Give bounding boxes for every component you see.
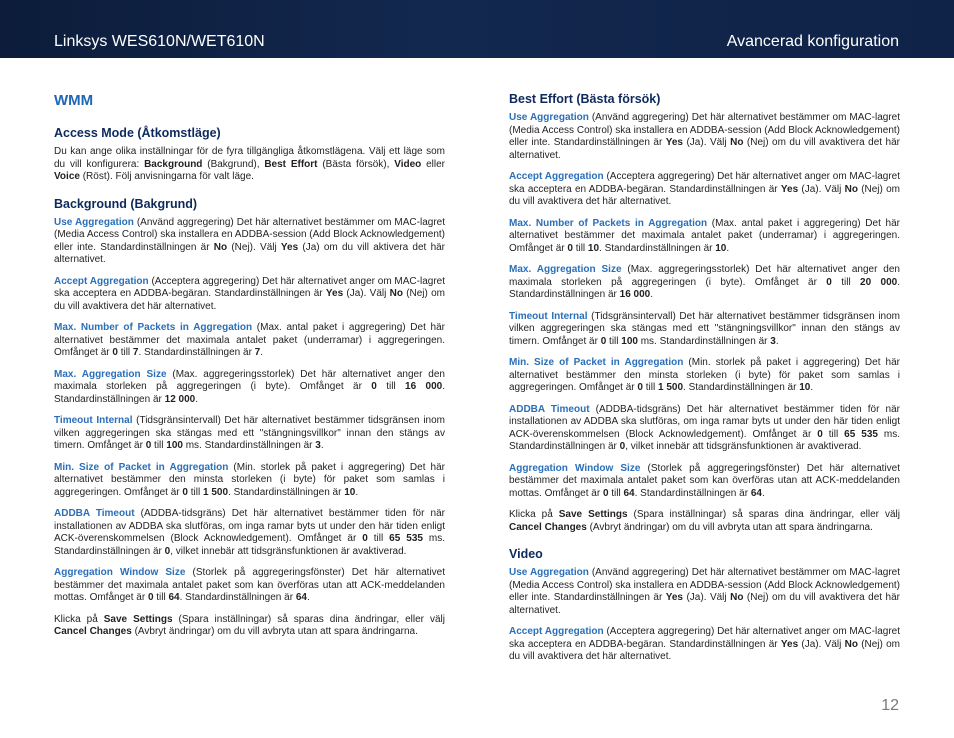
video-accept-aggregation: Accept Aggregation (Acceptera aggregering) Det här alternativet anger om MAC-lagret ska acceptera en ADDBA-begäran. Standardinställningen är Yes (Ja). Välj No (Nej) om du vill avaktivera det här alternativet. [509, 626, 901, 662]
be-aggregation-window: Aggregation Window Size (Storlek på aggregeringsfönster) Det här alternativet bestämmer det maximala antalet paket som kan överföras utan att ACK-meddelanden mottas. Omfånget är 0 till 64. Standardinställningen är 64. [509, 462, 901, 499]
bg-aggregation-window: Aggregation Window Size (Storlek på aggregeringsfönster) Det här alternativet bestämmer det maximala antalet paket som kan överföras utan att ACK-meddelanden mottas. Omfånget är 0 till 64. Standardinställningen är 64. [54, 567, 446, 603]
be-accept-aggregation: Accept Aggregation (Acceptera aggregering) Det här alternativet anger om MAC-lagret ska acceptera en ADDBA-begäran. Standardinställningen är Yes (Ja). Välj No (Nej) om du vill avaktivera det här alternativet. [509, 171, 901, 207]
bg-min-size: Min. Size of Packet in Aggregation (Min. storlek på paket i aggregering) Det här alternativet bestämmer den minsta storleken (i byte) för paket som samlas i aggregeringen. Omfånget är 0 till 1 500. Standardinställningen är 10. [54, 461, 446, 498]
bg-use-aggregation: Use Aggregation (Använd aggregering) Det här alternativet bestämmer om MAC-lagret (Media Access Control) ska installera en ADDBA-session (Add Block Acknowledgement) eller inte. Standardinställningen är No (Nej). Välj Yes (Ja) om du vill aktivera det här alternativet. [54, 216, 446, 265]
page-number: 12 [881, 697, 899, 714]
product-name: Linksys WES610N/WET610N [54, 33, 265, 50]
be-save-instructions: Klicka på Save Settings (Spara inställningar) så sparas dina ändringar, eller välj Cancel Changes (Avbryt ändringar) om du vill avbryta utan att spara ändringarna. [509, 509, 900, 533]
section-title: Avancerad konfiguration [726, 33, 899, 50]
be-addba-timeout: ADDBA Timeout (ADDBA-tidsgräns) Det här alternativet bestämmer tiden för när installationen av ADDBA ska slutföras, om inga ramar byts ut under den här tiden enligt ACK-överenskommelsen (Block Acknowledgement). Omfånget är 0 till 65 535 ms. Standardinställningen är 0, vilket innebär att tidsgränsfunktionen är avaktiverad. [509, 403, 901, 452]
access-mode-heading: Access Mode (Åtkomstläge) [54, 126, 221, 140]
page-header [0, 0, 954, 58]
best-effort-heading: Best Effort (Bästa försök) [509, 92, 661, 106]
bg-max-size: Max. Aggregation Size (Max. aggregeringsstorlek) Det här alternativet anger den maximala storleken på aggregeringen (i byte). Omfånget är 0 till 16 000. Standardinställningen är 12 000. [54, 368, 446, 405]
access-mode-text: Du kan ange olika inställningar för de fyra tillgängliga åtkomstlägena. Välj ett läge som du vill konfigurera: Background (Bakgrund), Best Effort (Bästa försök), Video eller Voice (Röst). Följ anvisningarna för valt läge. [54, 146, 445, 182]
be-max-size: Max. Aggregation Size (Max. aggregeringsstorlek) Det här alternativet anger den maximala storleken på aggregeringen (i byte). Omfånget är 0 till 20 000. Standardinställningen är 16 000. [509, 264, 901, 300]
be-min-size: Min. Size of Packet in Aggregation (Min. storlek på paket i aggregering) Det här alternativet bestämmer den minsta storleken (i byte) för paket som samlas i aggregeringen. Omfånget är 0 till 1 500. Standardinställningen är 10. [509, 357, 901, 393]
video-use-aggregation: Use Aggregation (Använd aggregering) Det här alternativet bestämmer om MAC-lagret (Media Access Control) ska installera en ADDBA-session (Add Block Acknowledgement) eller inte. Standardinställningen är Yes (Ja). Välj No (Nej) om du vill avaktivera det här alternativet. [509, 567, 900, 616]
bg-save-instructions: Klicka på Save Settings (Spara inställningar) så sparas dina ändringar, eller välj Cancel Changes (Avbryt ändringar) om du vill avbryta utan att spara ändringarna. [54, 613, 445, 637]
be-timeout-internal: Timeout Internal (Tidsgränsintervall) Det här alternativet bestämmer tidsgränsen inom vilken aggregeringen ska stängas med ett "stängningsvillkor" innan den stängs av timern. Omfånget är 0 till 100 ms. Standardinställningen är 3. [509, 310, 901, 347]
bg-timeout-internal: Timeout Internal (Tidsgränsintervall) Det här alternativet bestämmer tidsgränsen inom vilken aggregeringen ska stängas med ett "stängningsvillkor" innan den stängs av timern. Omfånget är 0 till 100 ms. Standardinställningen är 3. [54, 415, 446, 451]
be-max-packets: Max. Number of Packets in Aggregation (Max. antal paket i aggregering) Det här alternativet bestämmer det maximala antalet paket (underramar) i aggregeringen. Omfånget är 0 till 10. Standardinställningen är 10. [509, 217, 900, 254]
bg-max-packets: Max. Number of Packets in Aggregation (Max. antal paket i aggregering) Det här alternativet bestämmer det maximala antalet paket (underramar) i aggregeringen. Omfånget är 0 till 7. Standardinställningen är 7. [54, 322, 445, 358]
right-column [509, 92, 900, 673]
background-heading: Background (Bakgrund) [54, 196, 198, 211]
wmm-title: WMM [54, 92, 94, 109]
video-heading: Video [509, 547, 543, 561]
bg-addba-timeout: ADDBA Timeout (ADDBA-tidsgräns) Det här alternativet bestämmer tiden för när installationen av ADDBA ska slutföras, om inga ramar byts ut under den här tiden enligt ACK-överenskommelsen (Block Acknowledgement). Omfånget är 0 till 65 535 ms. Standardinställningen är 0, vilket innebär att tidsgränsfunktionen är avaktiverad. [54, 508, 446, 557]
bg-accept-aggregation: Accept Aggregation (Acceptera aggregering) Det här alternativet anger om MAC-lagret ska acceptera en ADDBA-begäran. Standardinställningen är Yes (Ja). Välj No (Nej) om du vill avaktivera det här alternativet. [54, 275, 446, 312]
be-use-aggregation: Use Aggregation (Använd aggregering) Det här alternativet bestämmer om MAC-lagret (Media Access Control) ska installera en ADDBA-session (Add Block Acknowledgement) eller inte. Standardinställningen är Yes (Ja). Välj No (Nej) om du vill avaktivera det här alternativet. [509, 112, 900, 161]
left-column [54, 92, 445, 648]
